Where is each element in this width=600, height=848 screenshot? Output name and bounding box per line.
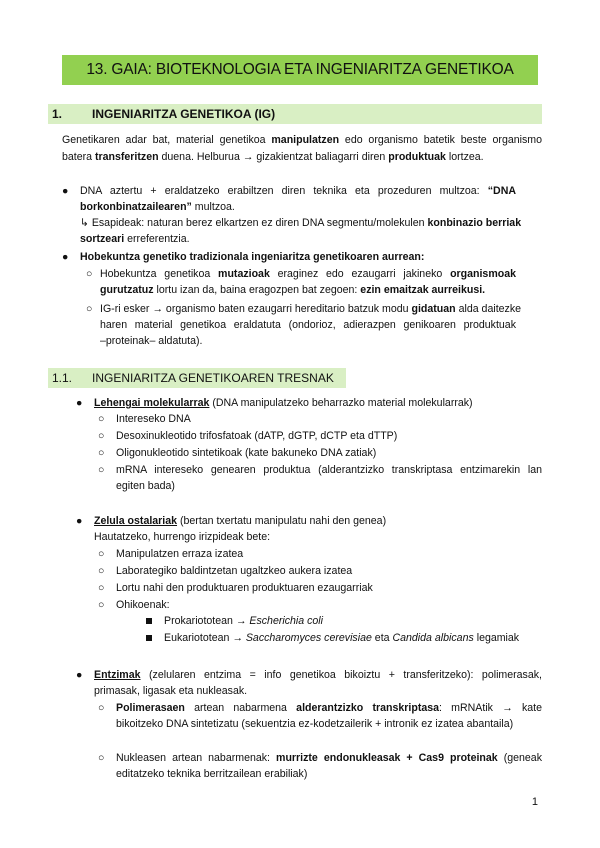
circle-bullet-icon: ○ <box>98 565 105 577</box>
entzimak-p2-line-1: Nukleasen artean nabarmenak: murrizte endonukleasak + Cas9 proteinak (geneak <box>116 752 543 764</box>
circle-bullet-icon: ○ <box>98 548 105 560</box>
circle-bullet-icon: ○ <box>98 447 105 459</box>
section-1-1-title: INGENIARITZA GENETIKOAREN TRESNAK <box>92 371 334 385</box>
circle-bullet-icon: ○ <box>98 752 105 764</box>
title-band <box>62 55 538 85</box>
zelula-sub-2: Eukariototean → Saccharomyces cerevisiae eta Candida albicans legamiak <box>164 632 520 644</box>
section-1-1-heading <box>48 368 346 388</box>
entzimak-p2-line-2: editatzeko teknika berritzailean erabiliak) <box>116 768 308 780</box>
bullet-dot-icon: ● <box>62 185 69 197</box>
lehengai-item-2: Desoxinukleotido trifosfatoak (dATP, dGTP, dCTP eta dTTP) <box>116 430 398 442</box>
entzimak-p1-line-1: Polimerasaen artean nabarmena alderantzizko transkriptasa: mRNAtik → kate <box>116 702 542 714</box>
zelula-line-2: Hautatzeko, hurrengo irizpideak bete: <box>94 531 271 543</box>
section-1-1-number: 1.1. <box>52 371 73 385</box>
circle-bullet-icon: ○ <box>98 702 105 714</box>
circle-bullet-icon: ○ <box>86 268 93 280</box>
b2-s2-line-2: haren material genetikoa eraldatuta (ondorioz, adierazpen genikoaren produktuak <box>100 319 516 331</box>
section-1-number: 1. <box>52 107 63 121</box>
lehengai-item-3: Oligonukleotido sintetikoak (kate bakuneko DNA zatiak) <box>116 447 377 459</box>
circle-bullet-icon: ○ <box>98 413 105 425</box>
zelula-item-4: Ohikoenak: <box>116 599 170 611</box>
entzimak-line-2: primasak, ligasak eta nukleasak. <box>94 685 248 697</box>
lehengai-item-4-line-1: mRNA intereseko genearen produktua (alderantzizko transkriptasa entzimarekin lan <box>116 464 542 476</box>
zelula-line: Zelula ostalariak (bertan txertatu manipulatu nahi den genea) <box>94 515 387 527</box>
b2-s2-line-1: IG-ri esker → organismo baten ezaugarri hereditario batzuk modu gidatuan alda daitezke <box>100 303 522 315</box>
bullet-dot-icon: ● <box>76 515 83 527</box>
section-1-heading <box>48 104 542 124</box>
b1-line-4: sortzeari erreferentzia. <box>80 233 190 245</box>
b1-line-3: ↳ Esapideak: naturan berez elkartzen ez diren DNA segmentu/molekulen konbinazio berriak <box>80 217 522 229</box>
square-bullet-icon <box>146 631 152 646</box>
circle-bullet-icon: ○ <box>98 599 105 611</box>
lehengai-item-4-line-2: egiten bada) <box>116 480 175 492</box>
entzimak-p1-line-2: bikoitzeko DNA sintetizatu (sekuentzia ez-kodetzailerik + intronik ez izatea abantaila) <box>116 718 514 730</box>
bullet-dot-icon: ● <box>62 251 69 263</box>
lehengai-line: Lehengai molekularrak (DNA manipulatzeko beharrazko material molekularrak) <box>94 397 473 409</box>
circle-bullet-icon: ○ <box>98 430 105 442</box>
b2-s1-line-1: Hobekuntza genetikoa mutazioak eraginez edo ezaugarri jakineko organismoak <box>100 268 516 280</box>
circle-bullet-icon: ○ <box>98 582 105 594</box>
bullet-dot-icon: ● <box>76 397 83 409</box>
entzimak-line-1: Entzimak (zelularen entzima = info genetikoa bikoiztu + transferitzeko): polimerasak, <box>94 669 542 681</box>
zelula-item-1: Manipulatzen erraza izatea <box>116 548 244 560</box>
b1-line-1: DNA aztertu + eraldatzeko erabiltzen diren teknika eta prozeduren multzoa: “DNA <box>80 185 516 197</box>
b2-s2-line-3: –proteinak– aldatuta). <box>100 335 203 347</box>
square-bullet-icon <box>146 614 152 629</box>
intro-line-1: Genetikaren adar bat, material genetikoa manipulatzen edo organismo batetik beste organismo <box>62 134 542 146</box>
zelula-item-2: Laborategiko baldintzetan ugaltzkeo aukera izatea <box>116 565 353 577</box>
zelula-item-3: Lortu nahi den produktuaren produktuaren ezaugarriak <box>116 582 373 594</box>
b2-heading: Hobekuntza genetiko tradizionala ingeniaritza genetikoaren aurrean: <box>80 251 425 263</box>
circle-bullet-icon: ○ <box>86 303 93 315</box>
b1-line-2: borkonbinatzailearen” multzoa. <box>80 201 235 213</box>
zelula-sub-1: Prokariototean → Escherichia coli <box>164 615 323 627</box>
section-1-title: INGENIARITZA GENETIKOA (IG) <box>92 107 276 121</box>
intro-line-2: batera transferitzen duena. Helburua → gizakientzat baliagarri diren produktuak lortzea. <box>62 151 484 163</box>
b2-s1-line-2: gurutzatuz lortu izan da, baina eragozpen bat zegoen: ezin emaitzak aurreikusi. <box>100 284 486 296</box>
lehengai-item-1: Intereseko DNA <box>116 413 191 425</box>
page-title: 13. GAIA: BIOTEKNOLOGIA ETA INGENIARITZA GENETIKOA <box>86 61 514 78</box>
circle-bullet-icon: ○ <box>98 464 105 476</box>
page-number: 1 <box>531 796 538 808</box>
bullet-dot-icon: ● <box>76 669 83 681</box>
